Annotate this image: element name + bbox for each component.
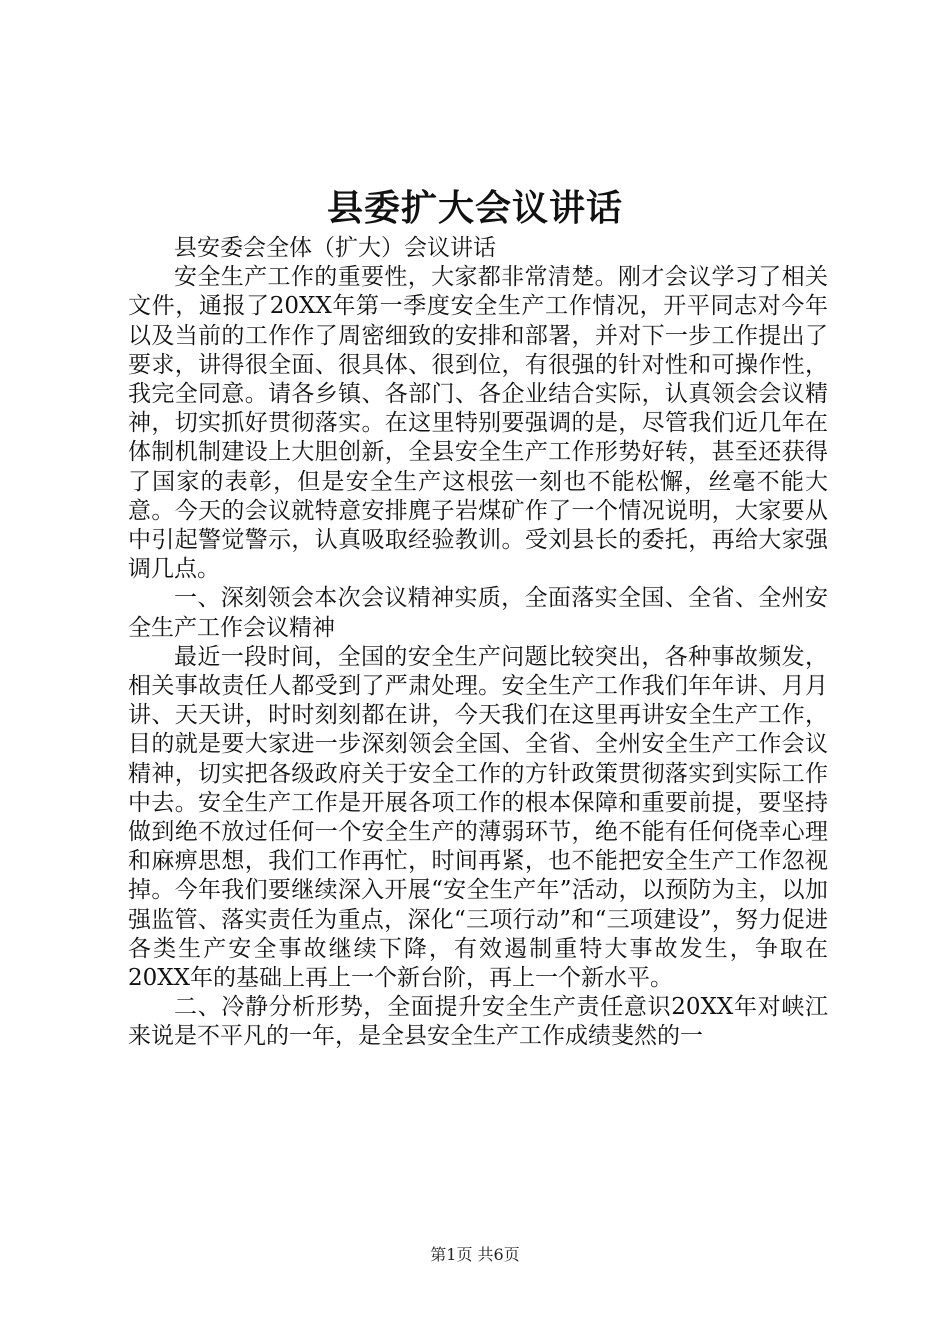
section-heading-2: 二、冷静分析形势，全面提升安全生产责任意识20XX年对峡江来说是不平凡的一年，是全县安全生产工作成绩斐然的一: [128, 994, 828, 1050]
section-1-paragraph: 最近一段时间，全国的安全生产问题比较突出，各种事故频发，相关事故责任人都受到了严肃处理。安全生产工作我们年年讲、月月讲、天天讲，时时刻刻都在讲，今天我们在这里再讲安全生产工作，目的就是要大家进一步深刻领会全国、全省、全州安全生产工作会议精神，切实把各级政府关于安全工作的方针政策贯彻落实到实际工作中去。安全生产工作是开展各项工作的根本保障和重要前提，要坚持做到绝不放过任何一个安全生产的薄弱环节，绝不能有任何侥幸心理和麻痹思想，我们工作再忙，时间再紧，也不能把安全生产工作忽视掉。今年我们要继续深入开展“安全生产年”活动，以预防为主，以加强监管、落实责任为重点，深化“三项行动”和“三项建设”，努力促进各类生产安全事故继续下降，有效遏制重特大事故发生，争取在20XX年的基础上再上一个新台阶，再上一个新水平。: [128, 643, 828, 992]
document-body: [128, 234, 828, 1052]
document-title: 县委扩大会议讲话: [326, 187, 623, 229]
page-number-footer: 第1页 共6页: [430, 1245, 520, 1264]
intro-paragraph: 安全生产工作的重要性，大家都非常清楚。刚才会议学习了相关文件，通报了20XX年第一季度安全生产工作情况，开平同志对今年以及当前的工作作了周密细致的安排和部署，并对下一步工作提出了要求，讲得很全面、很具体、很到位，有很强的针对性和可操作性，我完全同意。请各乡镇、各部门、各企业结合实际，认真领会会议精神，切实抓好贯彻落实。在这里特别要强调的是，尽管我们近几年在体制机制建设上大胆创新，全县安全生产工作形势好转，甚至还获得了国家的表彰，但是安全生产这根弦一刻也不能松懈，丝毫不能大意。今天的会议就特意安排麂子岩煤矿作了一个情况说明，大家要从中引起警觉警示，认真吸取经验教训。受刘县长的委托，再给大家强调几点。: [128, 264, 828, 583]
section-heading-1: 一、深刻领会本次会议精神实质，全面落实全国、全省、全州安全生产工作会议精神: [128, 585, 828, 641]
subtitle-paragraph: 县安委会全体（扩大）会议讲话: [174, 235, 496, 261]
